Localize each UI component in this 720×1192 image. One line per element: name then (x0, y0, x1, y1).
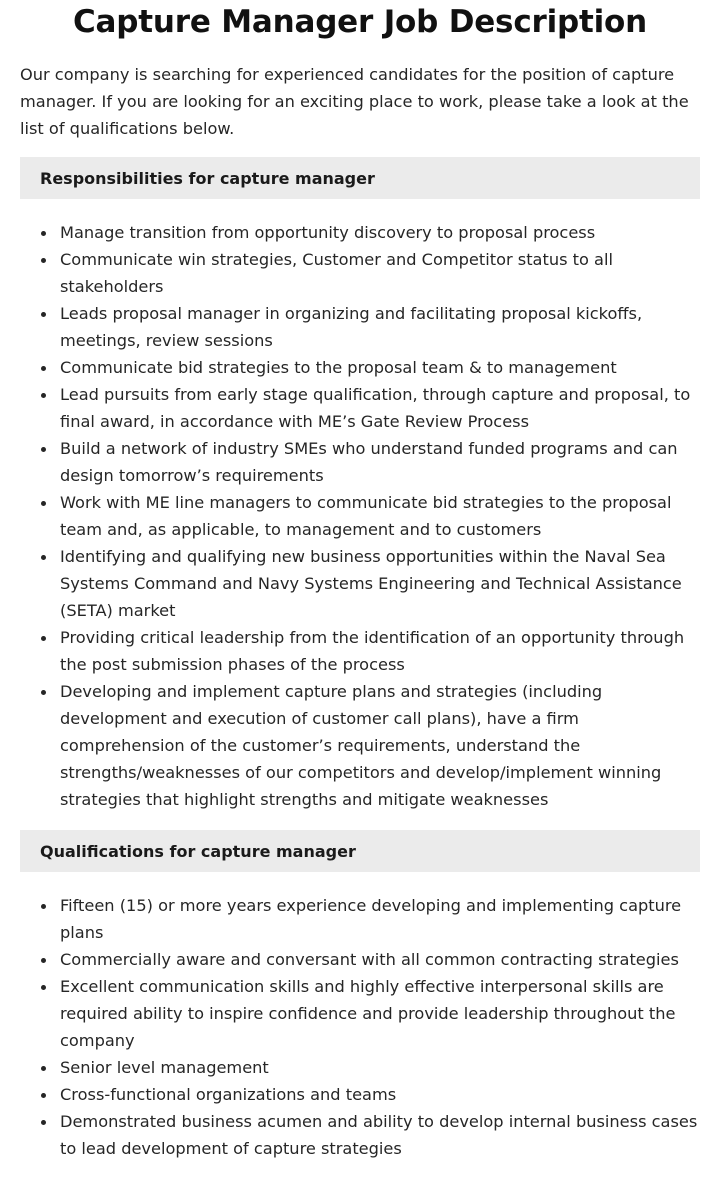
list-item-text: Demonstrated business acumen and ability to develop internal business cases to lead development of capture strategies (60, 1112, 698, 1158)
list-item-text: Fifteen (15) or more years experience developing and implementing capture plans (60, 896, 682, 942)
list-item (20, 354, 700, 381)
intro-paragraph: Our company is searching for experienced candidates for the position of capture manager. If you are looking for an exciting place to work, please take a look at the list of qualifications below. (20, 65, 689, 138)
responsibilities-list (20, 199, 700, 813)
qualifications-heading: Qualifications for capture manager (20, 830, 700, 872)
bullet-icon (41, 1066, 46, 1071)
bullet-icon (41, 555, 46, 560)
list-item (20, 946, 700, 973)
bullet-icon (41, 636, 46, 641)
list-item-text: Excellent communication skills and highly effective interpersonal skills are required ability to inspire confidence and provide leadership throughout the company (60, 977, 676, 1050)
bullet-icon (41, 1093, 46, 1098)
list-item (20, 1108, 700, 1162)
responsibilities-heading: Responsibilities for capture manager (20, 157, 700, 199)
list-item-text: Leads proposal manager in organizing and facilitating proposal kickoffs, meetings, review sessions (60, 304, 643, 350)
bullet-icon (41, 393, 46, 398)
page-title: Capture Manager Job Description (72, 4, 648, 40)
list-item-text: Lead pursuits from early stage qualification, through capture and proposal, to final award, in accordance with ME’s Gate Review Process (60, 385, 691, 431)
bullet-icon (41, 904, 46, 909)
bullet-icon (41, 447, 46, 452)
list-item (20, 381, 700, 435)
list-item (20, 300, 700, 354)
list-item (20, 973, 700, 1054)
list-item-text: Providing critical leadership from the identification of an opportunity through the post submission phases of the process (60, 628, 685, 674)
list-item (20, 892, 700, 946)
bullet-icon (41, 690, 46, 695)
list-item (20, 624, 700, 678)
bullet-icon (41, 258, 46, 263)
bullet-icon (41, 231, 46, 236)
list-item-text: Commercially aware and conversant with all common contracting strategies (60, 950, 679, 969)
list-item-text: Communicate win strategies, Customer and Competitor status to all stakeholders (60, 250, 613, 296)
list-item (20, 678, 700, 813)
bullet-icon (41, 501, 46, 506)
list-item (20, 219, 700, 246)
list-item-text: Cross-functional organizations and teams (60, 1085, 397, 1104)
bullet-icon (41, 1120, 46, 1125)
list-item-text: Communicate bid strategies to the proposal team & to management (60, 358, 617, 377)
list-item-text: Identifying and qualifying new business opportunities within the Naval Sea Systems Command and Navy Systems Engineering and Technical Assistance (SETA) market (60, 547, 682, 620)
list-item-text: Developing and implement capture plans and strategies (including development and execution of customer call plans), have a firm comprehension of the customer’s requirements, understand the strengths/weaknesses of our competitors and develop/implement winning strategies that highlight strengths and mitigate weaknesses (60, 682, 662, 809)
list-item-text: Build a network of industry SMEs who understand funded programs and can design tomorrow’s requirements (60, 439, 678, 485)
bullet-icon (41, 985, 46, 990)
bullet-icon (41, 958, 46, 963)
bullet-icon (41, 312, 46, 317)
list-item (20, 489, 700, 543)
bullet-icon (41, 366, 46, 371)
list-item-text: Senior level management (60, 1058, 269, 1077)
list-item (20, 543, 700, 624)
list-item (20, 246, 700, 300)
list-item-text: Work with ME line managers to communicate bid strategies to the proposal team and, as applicable, to management and to customers (60, 493, 672, 539)
list-item-text: Manage transition from opportunity discovery to proposal process (60, 223, 596, 242)
qualifications-list (20, 872, 700, 1162)
list-item (20, 435, 700, 489)
list-item (20, 1054, 700, 1081)
list-item (20, 1081, 700, 1108)
